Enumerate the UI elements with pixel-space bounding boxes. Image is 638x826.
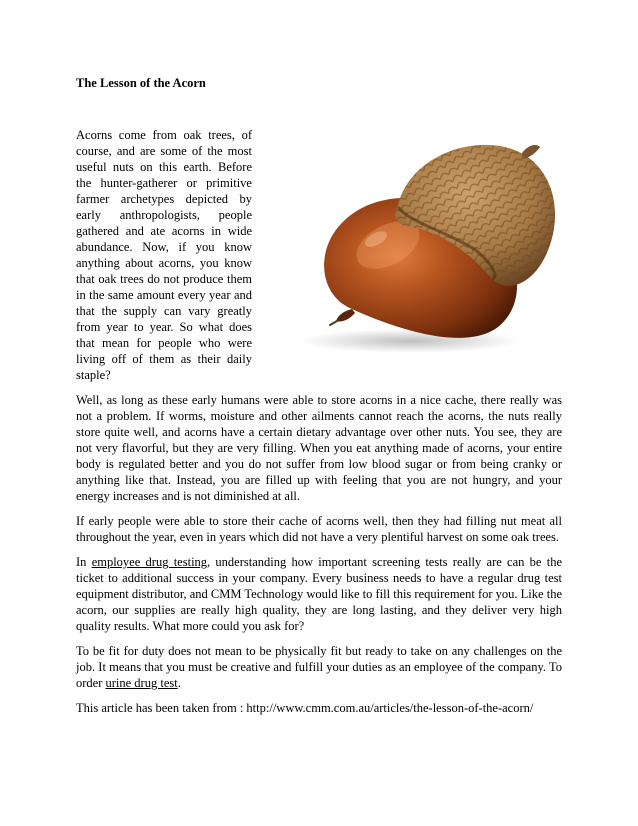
employee-drug-testing-link[interactable]: employee drug testing xyxy=(91,555,208,569)
paragraph-5-lead: To be fit for duty does not mean to be physically fit but ready to take on any challenges on the job. It means that you must be creative and fulfill your duties as an employee of the company. To order xyxy=(76,644,562,690)
paragraph-2: Well, as long as these early humans were able to store acorns in a nice cache, there really was not a problem. If worms, moisture and other ailments cannot reach the acorns, the nuts really store quite well, and acorns have a certain dietary advantage over other nuts. You see, they are not very flavorful, but they are very filling. When you eat anything made of acorns, your entire body is regulated better and you do not suffer from low blood sugar or from being cranky or anything like that. Instead, you are filled up with feeling that you are not hungry, and your energy increases and is not diminished at all. xyxy=(76,393,562,503)
paragraph-4-rest: , understanding how important screening tests really are can be the ticket to additional success in your company. Every business needs to have a regular drug test equipment distributor, and CMM Technology would like to fill this requirement for you. Like the acorn, our supplies are really high quality, they are long lasting, and they deliver very high quality results. What more could you ask for? xyxy=(76,555,562,633)
paragraph-5-rest: . xyxy=(177,676,181,690)
paragraph-1: Acorns come from oak trees, of course, and are some of the most useful nuts on this earth. Before the hunter-gatherer or primitive farmer archetypes depicted by early anthropologists, people gathered and ate acorns in wide abundance. Now, if you know anything about acorns, you know that oak trees do not produce them in the same amount every year and that the supply can vary greatly from year to year. So what does that mean for people who were living off of them as their daily staple? xyxy=(76,128,252,382)
article-title: The Lesson of the Acorn xyxy=(76,76,206,90)
acorn-image xyxy=(260,127,562,359)
paragraph-4 xyxy=(76,554,562,634)
urine-drug-test-link[interactable]: urine drug test xyxy=(105,676,178,690)
acorn-icon xyxy=(260,127,562,359)
source-line: This article has been taken from : http://www.cmm.com.au/articles/the-lesson-of-the-acorn/ xyxy=(76,701,534,715)
paragraph-5 xyxy=(76,643,562,691)
paragraph-3: If early people were able to store their cache of acorns well, then they had filling nut meat all throughout the year, even in years which did not have a very plentiful harvest on some oak trees. xyxy=(76,514,562,544)
paragraph-4-lead: In xyxy=(76,555,92,569)
